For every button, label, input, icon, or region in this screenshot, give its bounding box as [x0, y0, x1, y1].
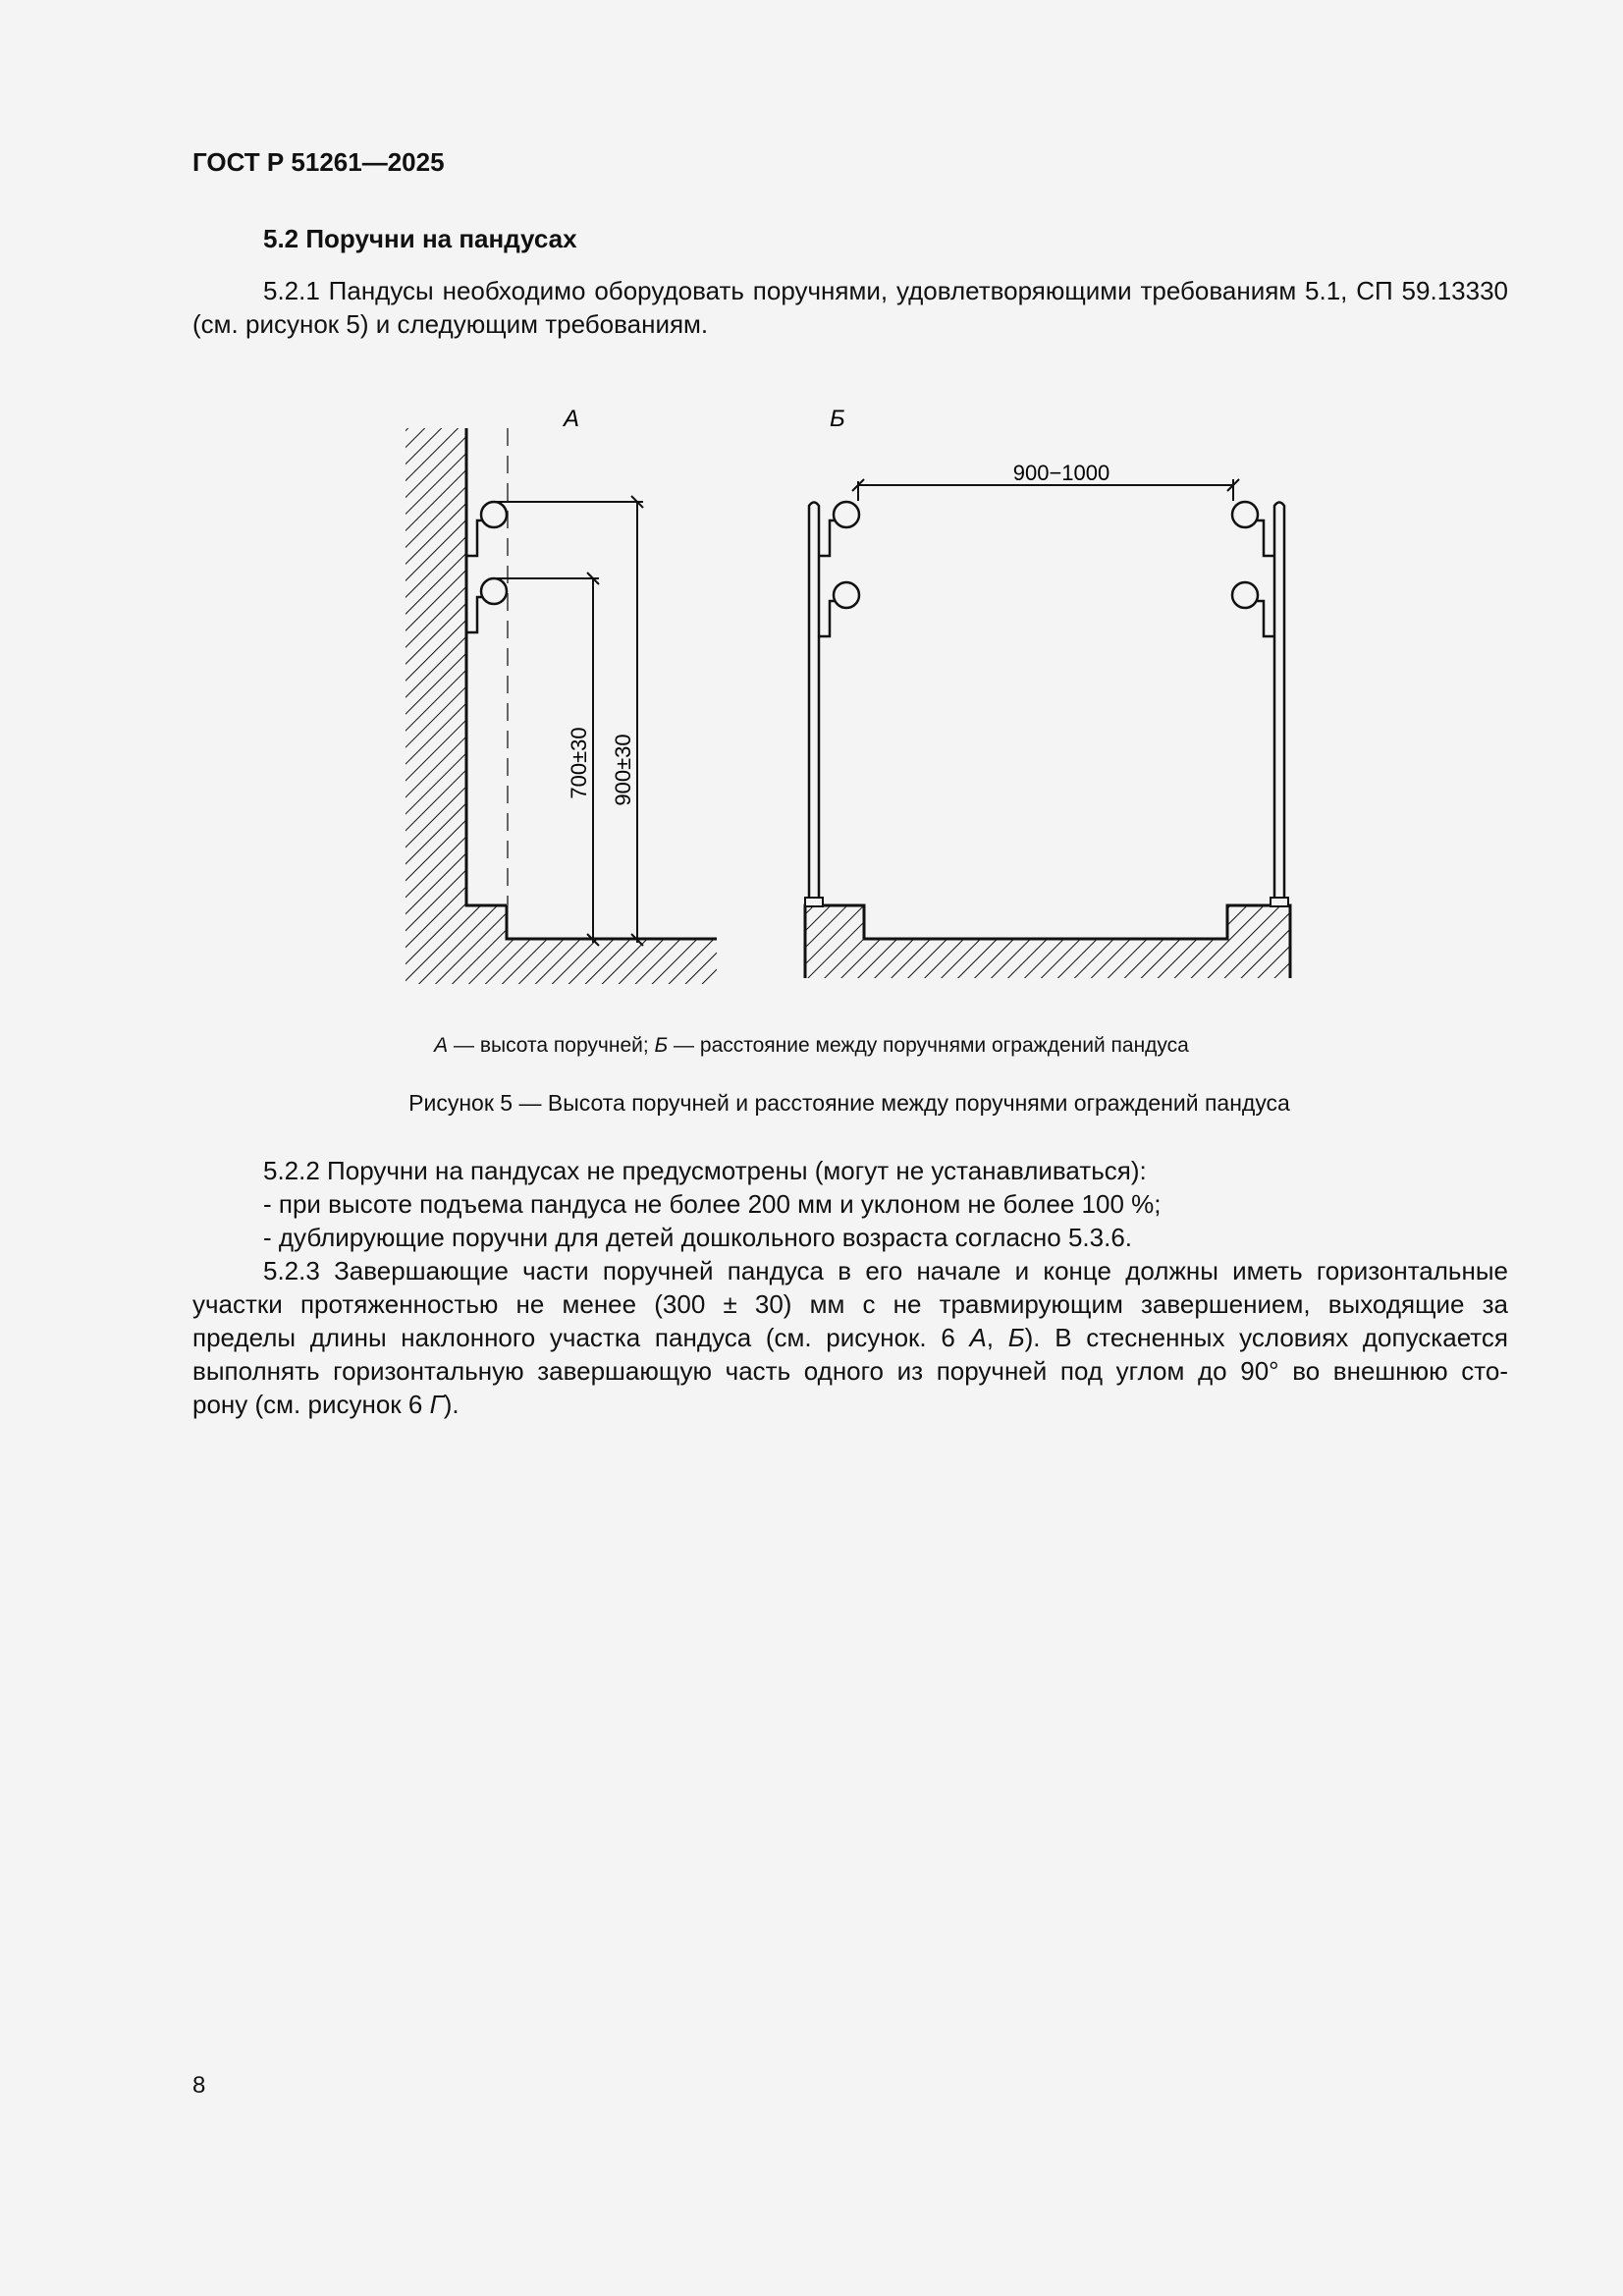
text-run-italic: Б: [1007, 1323, 1025, 1352]
legend-text-a: — высота поручней;: [448, 1034, 655, 1057]
paragraph-5-2-2-intro: 5.2.2 Поручни на пандусах не предусмотрены (могут не устанавливаться):: [263, 1156, 1147, 1185]
panel-a-handrail-upper: [466, 502, 507, 556]
text-run: ).: [443, 1390, 460, 1419]
text-run: рону (см. рисунок 6: [192, 1390, 430, 1419]
panel-b-post-right: [1232, 502, 1288, 906]
paragraph-5-2-3-line: участки протяженностью не менее (300 ± 30) мм с не травмирующим завершением, выходящие за: [192, 1289, 1508, 1319]
text-run-italic: Г: [429, 1390, 444, 1419]
list-item: - при высоте подъема пандуса не более 200 мм и уклоном не более 100 %;: [263, 1189, 1162, 1219]
panel-a-dimension-900-label: 900±30: [611, 734, 635, 806]
legend-text-b: — расстояние между поручнями ограждений пандуса: [668, 1034, 1189, 1057]
panel-a-label: А: [564, 406, 580, 432]
text-run: ). В стесненных условиях допускается: [1024, 1323, 1508, 1352]
panel-a-wall: [406, 428, 717, 984]
paragraph-5-2-1: 5.2.1 Пандусы необходимо оборудовать поручнями, удовлетворяющими требованиям 5.1, СП 59.13330 (см. рисунок 5) и следующим требованиям.: [192, 276, 1508, 339]
legend-key-b: Б: [654, 1034, 669, 1057]
text-run: пределы длины наклонного участка пандуса (см. рисунок. 6: [192, 1323, 970, 1352]
panel-b-dimension-width-label: 900−1000: [1012, 461, 1110, 485]
figure-caption: Рисунок 5 — Высота поручней и расстояние между поручнями ограждений пандуса: [408, 1090, 1290, 1116]
paragraph-5-2-3-line: [192, 1388, 1508, 1421]
body-text: [192, 1154, 1508, 1421]
text-run: ,: [986, 1323, 1008, 1352]
document-header: ГОСТ Р 51261—2025: [192, 147, 445, 177]
page-number: 8: [192, 2072, 206, 2099]
paragraph-5-2-3-line: выполнять горизонтальную завершающую часть одного из поручней под углом до 90° во внешнюю сто-: [192, 1356, 1508, 1386]
panel-b-post-left: [805, 502, 859, 906]
section-title: 5.2 Поручни на пандусах: [263, 224, 577, 253]
figure-5-drawing: [393, 393, 1316, 1002]
list-item: - дублирующие поручни для детей дошкольного возраста согласно 5.3.6.: [263, 1223, 1133, 1252]
panel-b-label: Б: [830, 406, 845, 432]
panel-a-dimension-700-label: 700±30: [567, 727, 591, 799]
paragraph-5-2-3-line: 5.2.3 Завершающие части поручней пандуса в его начале и конце должны иметь горизонтальные: [263, 1256, 1508, 1285]
legend-key-a: А: [434, 1034, 449, 1057]
figure-legend: [0, 1034, 1623, 1058]
panel-a-dimension-900: [494, 496, 643, 946]
panel-a-handrail-lower: [466, 578, 507, 632]
panel-b-ramp-section: [805, 905, 1290, 978]
paragraph-5-2-3-line: [192, 1321, 1508, 1354]
text-run-italic: А: [969, 1323, 987, 1352]
